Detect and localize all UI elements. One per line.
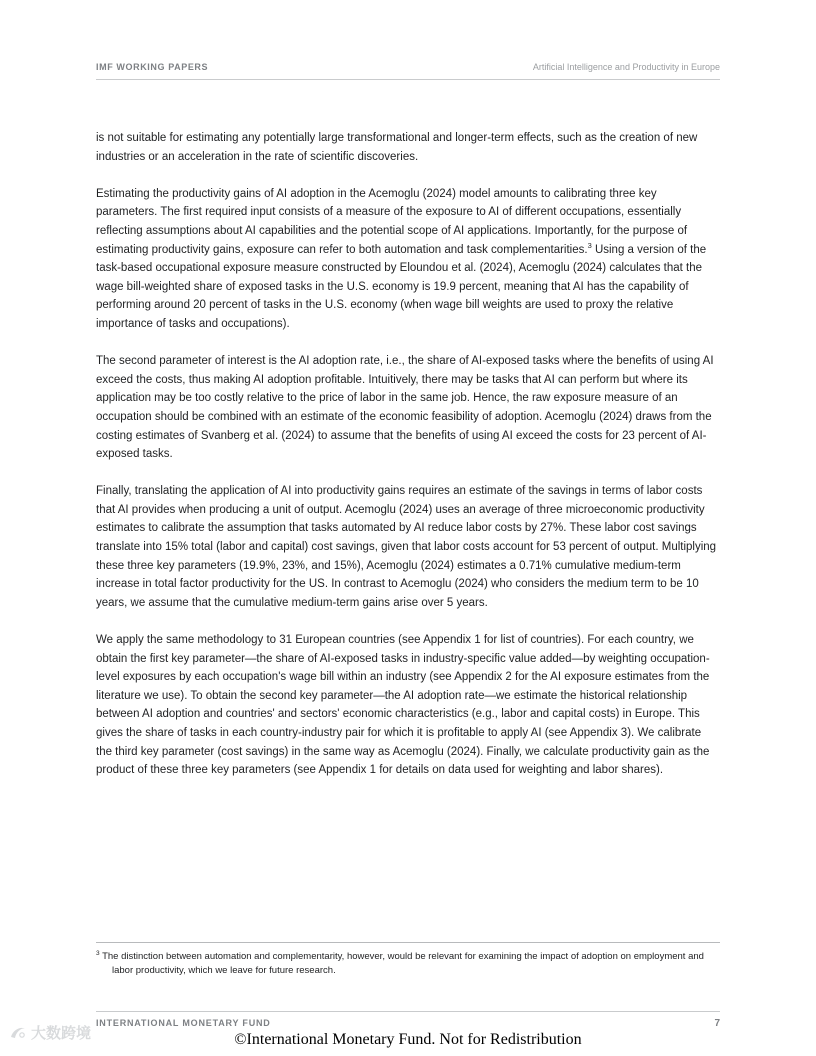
body-text <box>96 129 720 798</box>
paragraph-5-text: We apply the same methodology to 31 European countries (see Appendix 1 for list of countries). For each country, we obtain the first key parameter—the share of AI-exposed tasks in industry-specific value added—by weighting occupation-level exposures by each occupation's wage bill within an industry (see Appendix 2 for the AI exposure estimates from the literature we use). To obtain the second key parameter—the AI adoption rate—we estimate the historical relationship between AI adoption and countries' and sectors' economic characteristics (e.g., labor and capital costs) in Europe. This gives the share of tasks in each country-industry pair for which it is profitable to apply AI (see Appendix 3). We calibrate the third key parameter (cost savings) in the same way as Acemoglu (2024). Finally, we calculate productivity gain as the product of these three key parameters (see Appendix 1 for details on data used for weighting and labor shares). <box>96 634 710 777</box>
paragraph-5 <box>96 631 720 780</box>
watermark-text: 大数跨境 <box>31 1025 92 1042</box>
paragraph-2-text-pre: Estimating the productivity gains of AI adoption in the Acemoglu (2024) model amounts to calibrating three key parameters. The first required input consists of a measure of the exposure to AI of different occupations, essentially reflecting assumptions about AI capabilities and the potential scope of AI applications. Importantly, for the purpose of estimating productivity gains, exposure can refer to both automation and task complementarities. <box>96 187 688 256</box>
paragraph-3-text: The second parameter of interest is the AI adoption rate, i.e., the share of AI-exposed tasks where the benefits of using AI exceed the costs, thus making AI adoption profitable. Intuitively, there may be tasks that AI can perform but where its application may be too costly relative to the price of labor in the same job. Hence, the raw exposure measure of an occupation should be combined with an estimate of the economic feasibility of adoption. Acemoglu (2024) draws from the costing estimates of Svanberg et al. (2024) to assume that the benefits of using AI exceed the costs for 23 percent of AI-exposed tasks. <box>96 355 714 461</box>
paragraph-1 <box>96 129 720 166</box>
header-running-title: IMF WORKING PAPERS <box>96 62 209 72</box>
paragraph-4 <box>96 482 720 612</box>
paragraph-1-text: is not suitable for estimating any potentially large transformational and longer-term effects, such as the creation of new industries or an acceleration in the rate of scientific discoveries. <box>96 132 698 163</box>
header-paper-title: Artificial Intelligence and Productivity in Europe <box>532 62 720 72</box>
copyright-notice: ©International Monetary Fund. Not for Redistribution <box>234 1031 582 1048</box>
paragraph-2 <box>96 185 720 334</box>
footnote-3-text: The distinction between automation and complementarity, however, would be relevant for examining the impact of adoption on employment and labor productivity, which we leave for future research. <box>99 951 704 976</box>
footnote-3-marker: 3 <box>96 949 100 957</box>
footnote-section <box>96 942 720 978</box>
page-footer <box>96 1011 720 1029</box>
footer-organization: INTERNATIONAL MONETARY FUND <box>96 1018 271 1028</box>
footnote-reference-3: 3 <box>587 240 592 250</box>
paragraph-3 <box>96 352 720 464</box>
paragraph-4-text: Finally, translating the application of AI into productivity gains requires an estimate of the savings in terms of labor costs that AI provides when producing a unit of output. Acemoglu (2024) uses an average of three microeconomic productivity estimates to calibrate the assumption that tasks automated by AI reduce labor costs by 27%. These labor cost savings translate into 15% total (labor and capital) cost savings, given that labor costs account for 53 percent of output. Multiplying these three key parameters (19.9%, 23%, and 15%), Acemoglu (2024) estimates a 0.71% cumulative medium-term increase in total factor productivity for the US. In contrast to Acemoglu (2024) who considers the medium term to be 10 years, we assume that the cumulative medium-term gains arise over 5 years. <box>96 485 717 609</box>
footnote-3 <box>96 950 720 978</box>
paragraph-2-text-post: Using a version of the task-based occupational exposure measure constructed by Eloundou et al. (2024), Acemoglu (2024) calculates that the wage bill-weighted share of exposed tasks in the U.S. economy is 19.9 percent, meaning that AI has the capability of performing around 20 percent of tasks in the U.S. economy (when wage bill weights are used to proxy the relative importance of tasks and occupations). <box>96 243 707 330</box>
page-number: 7 <box>714 1018 720 1029</box>
page-header <box>96 62 720 80</box>
